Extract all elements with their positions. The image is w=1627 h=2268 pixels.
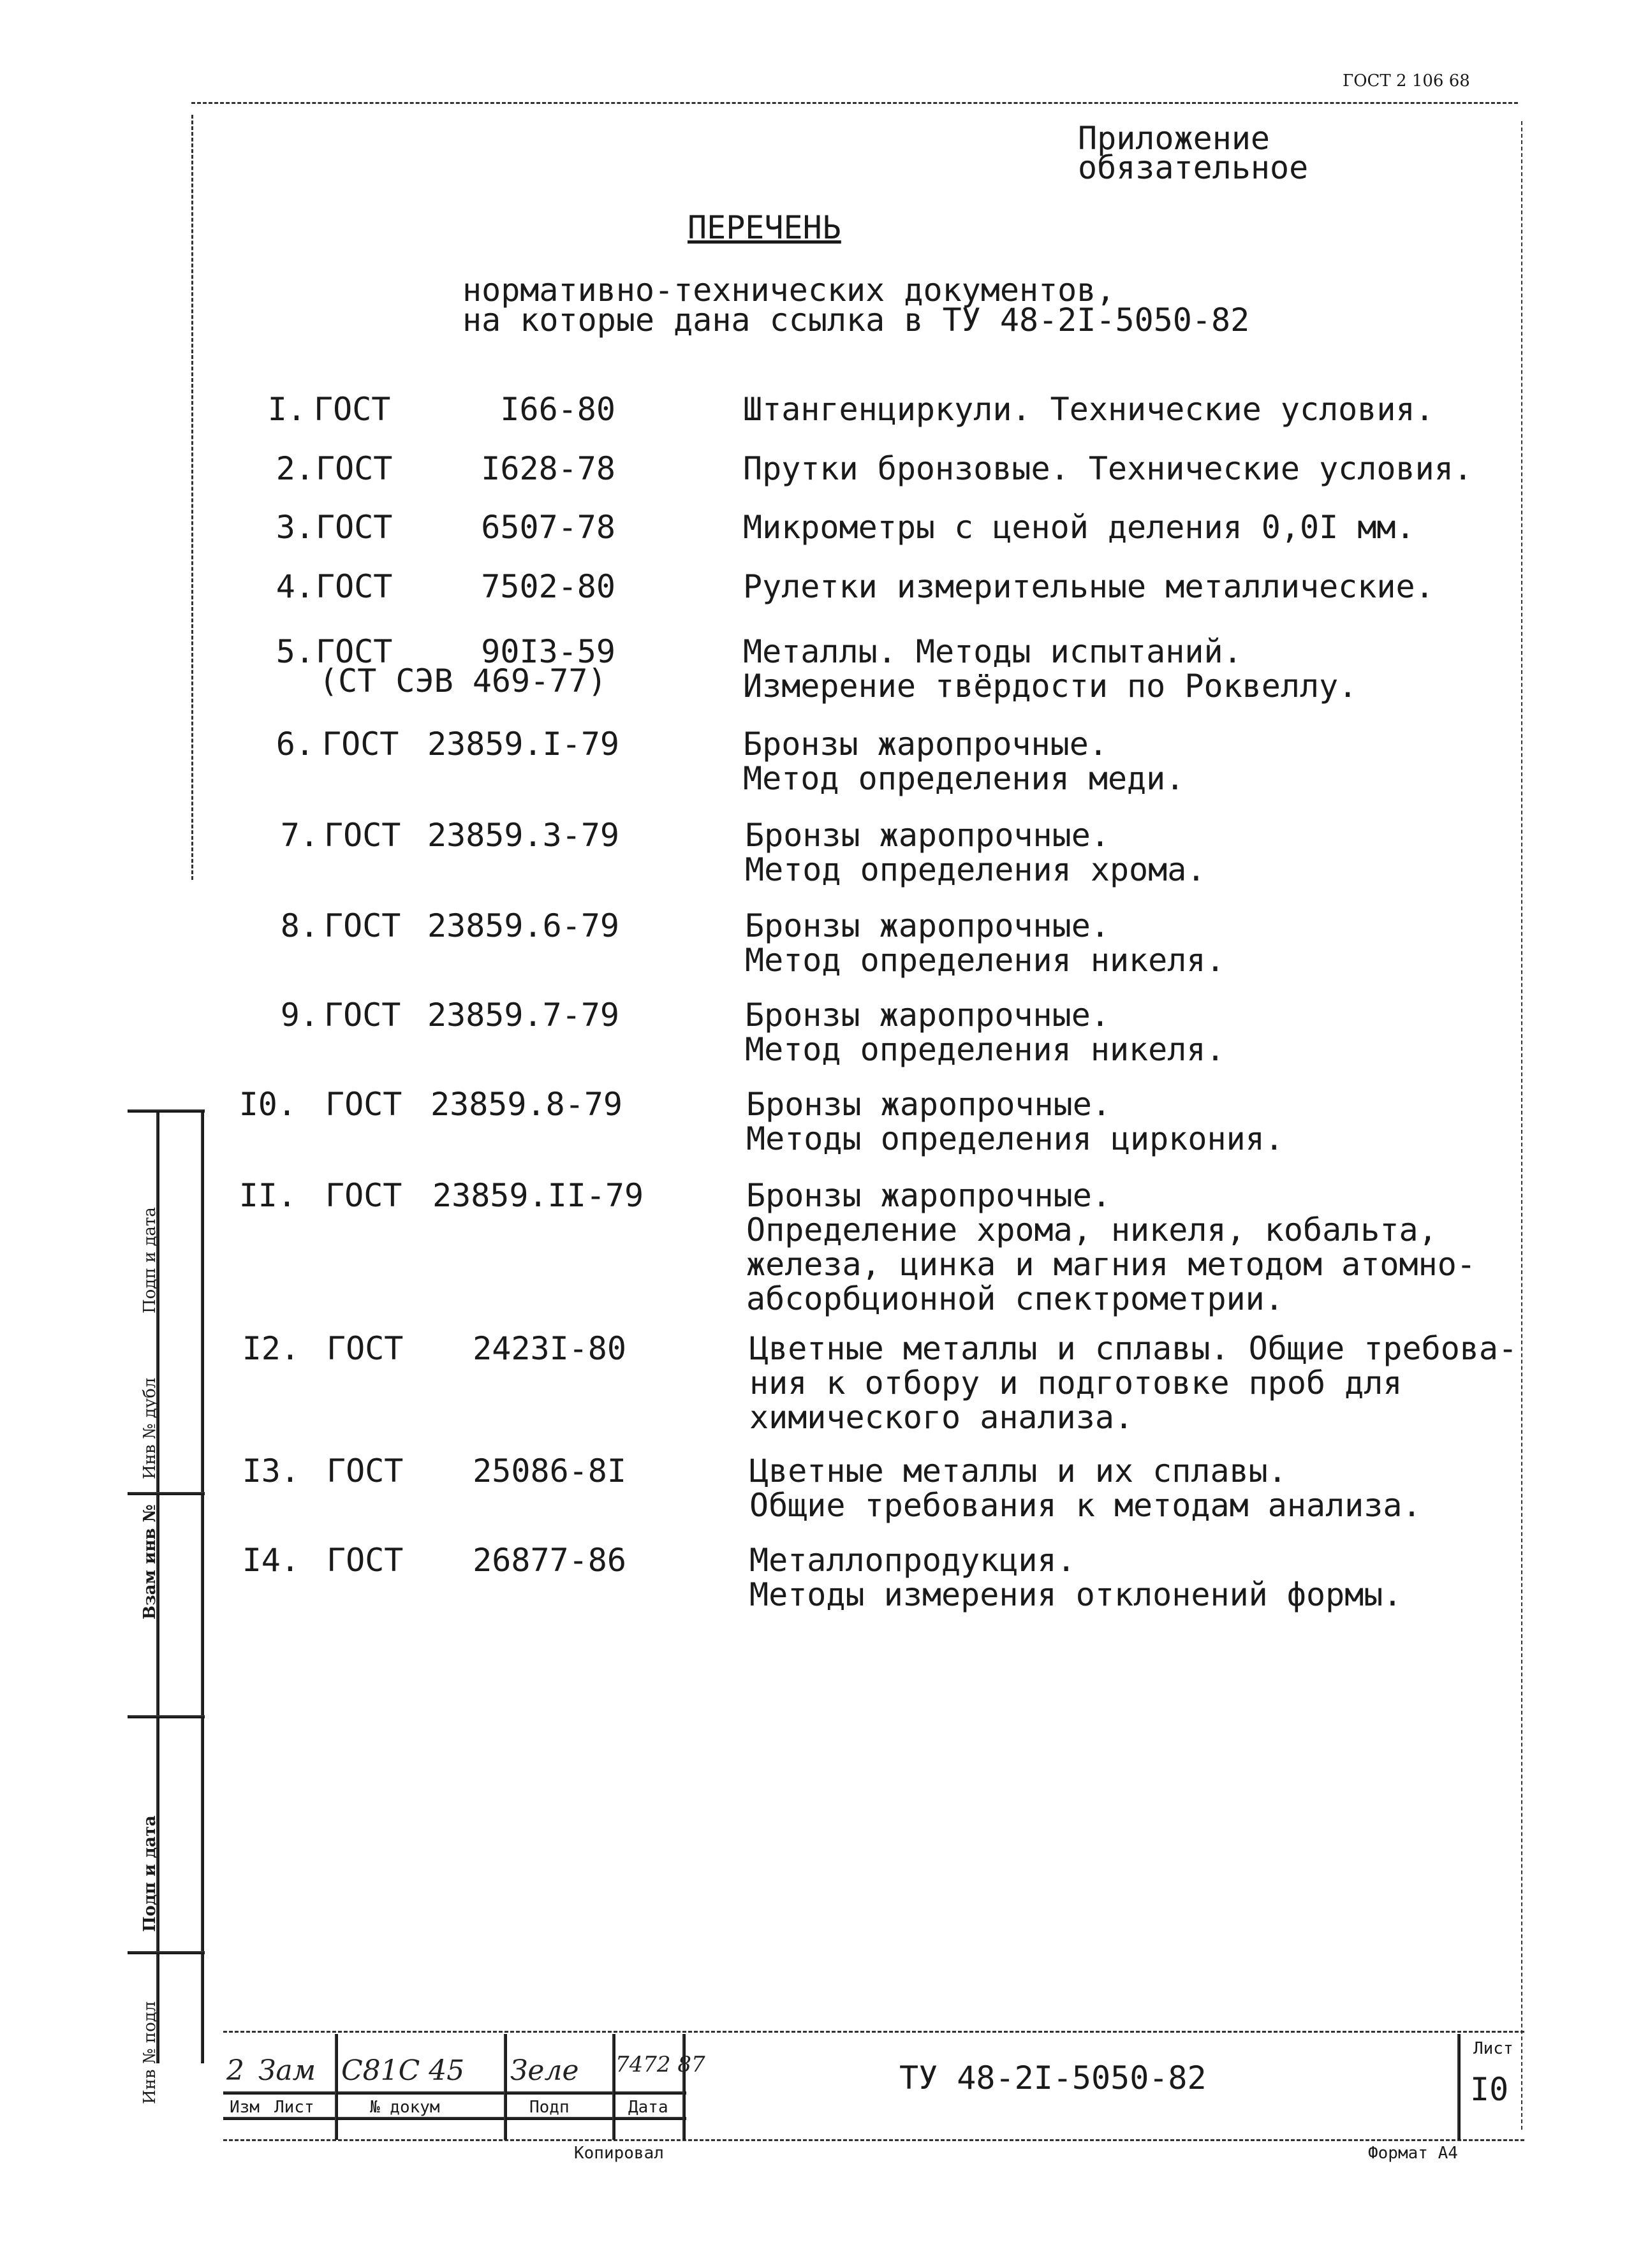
title-block-bottom-line <box>223 2139 1524 2141</box>
item-description: Бронзы жаропрочные. Метод определения никеля. <box>745 907 1225 979</box>
frame-left-line <box>191 115 193 880</box>
item-code: I628-78 <box>481 450 615 487</box>
side-stamp-line <box>128 1109 205 1113</box>
item-code-extra: (СТ СЭВ 469-77) <box>319 662 607 699</box>
item-code: 23859.II-79 <box>432 1177 644 1214</box>
handwritten-change-num: 2 <box>226 2054 244 2087</box>
corner-mark: ГОСТ 2 106 68 <box>1343 71 1470 91</box>
item-type: ГОСТ <box>327 1330 404 1367</box>
signature: Зеле <box>510 2054 579 2087</box>
col-label-date: Дата <box>628 2098 668 2117</box>
item-number: 2. <box>276 450 314 487</box>
handwritten-zam: Зам <box>258 2054 316 2087</box>
item-type: ГОСТ <box>324 997 401 1034</box>
item-code: I66-80 <box>500 391 615 428</box>
item-number: I0. <box>239 1086 297 1123</box>
item-code: 25086-8I <box>473 1452 626 1489</box>
title-block-row-line <box>223 2091 686 2095</box>
item-description: Рулетки измерительные металлические. <box>743 568 1434 605</box>
format-label: Формат А4 <box>1368 2144 1458 2163</box>
side-stamp-line <box>201 1109 204 2063</box>
title-block-col-line <box>682 2034 686 2140</box>
item-description: Штангенциркули. Технические условия. <box>743 391 1434 428</box>
item-type: ГОСТ <box>316 509 393 546</box>
item-description: Бронзы жаропрочные. Методы определения циркония. <box>746 1086 1284 1157</box>
item-number: II. <box>239 1177 297 1214</box>
side-stamp-line <box>128 1951 205 1954</box>
subtitle-line1: нормативно-технических документов, <box>462 272 1115 309</box>
side-stamp-line <box>128 1492 205 1495</box>
title-block-col-line <box>612 2034 615 2140</box>
side-field-sign-date-2: Подп и дата <box>140 1815 159 1932</box>
side-field-orig-inv: Инв № подл <box>140 2001 159 2104</box>
item-code: 23859.I-79 <box>427 726 620 763</box>
col-label-list: Лист <box>274 2098 314 2117</box>
item-type: ГОСТ <box>316 568 393 605</box>
handwritten-doc-num: С81С 45 <box>341 2054 465 2087</box>
side-stamp-line <box>128 1715 205 1718</box>
item-description: Бронзы жаропрочные. Определение хрома, никеля, кобальта, железа, цинка и магния методом атомно- абсорбционной спектрометрии. <box>746 1177 1476 1317</box>
col-label-docnum: № докум <box>370 2098 440 2117</box>
title-block-top-line <box>223 2031 1524 2033</box>
col-label-sign: Подп <box>529 2098 570 2117</box>
handwritten-date: 7472 87 <box>615 2052 705 2077</box>
item-code: 26877-86 <box>473 1542 626 1579</box>
item-description: Металлы. Методы испытаний. Измерение твёрдости по Роквеллу. <box>743 633 1358 705</box>
item-type: ГОСТ <box>324 907 401 944</box>
appendix-line2: обязательное <box>1078 149 1309 186</box>
item-code: 23859.3-79 <box>427 817 620 854</box>
item-type: ГОСТ <box>316 633 393 670</box>
side-field-dup-inv: Инв № дубл <box>140 1377 159 1479</box>
item-code: 6507-78 <box>481 509 615 546</box>
item-number: 4. <box>276 568 314 605</box>
item-description: Микрометры с ценой деления 0,0I мм. <box>743 509 1415 546</box>
col-label-izm: Изм <box>230 2098 260 2117</box>
item-type: ГОСТ <box>325 1177 402 1214</box>
item-number: I. <box>267 391 306 428</box>
item-description: Металлопродукция. Методы измерения отклонений формы. <box>749 1542 1402 1613</box>
title-block-col-line <box>504 2034 507 2140</box>
item-type: ГОСТ <box>316 450 393 487</box>
item-code: 2423I-80 <box>473 1330 626 1367</box>
frame-top-line <box>191 102 1518 104</box>
item-number: 9. <box>280 997 319 1034</box>
item-number: 8. <box>280 907 319 944</box>
page-title: ПЕРЕЧЕНЬ <box>688 209 841 246</box>
side-field-replace-inv: Взам инв № <box>140 1504 159 1620</box>
appendix-line1: Приложение <box>1078 120 1270 157</box>
item-number: 7. <box>280 817 319 854</box>
item-number: I2. <box>242 1330 300 1367</box>
item-description: Бронзы жаропрочные. Метод определения меди. <box>743 726 1185 797</box>
copied-label: Копировал <box>574 2144 664 2163</box>
item-type: ГОСТ <box>324 817 401 854</box>
item-description: Прутки бронзовые. Технические условия. <box>743 450 1473 487</box>
document-code: ТУ 48-2I-5050-82 <box>899 2059 1207 2096</box>
item-number: 3. <box>276 509 314 546</box>
sheet-label: Лист <box>1473 2039 1513 2058</box>
item-type: ГОСТ <box>325 1086 402 1123</box>
frame-right-line <box>1521 121 1522 2130</box>
item-type: ГОСТ <box>327 1452 404 1489</box>
title-block-col-line <box>1457 2034 1461 2140</box>
item-type: ГОСТ <box>327 1542 404 1579</box>
item-code: 23859.6-79 <box>427 907 620 944</box>
item-code: 23859.7-79 <box>427 997 620 1034</box>
subtitle-line2: на которые дана ссылка в ТУ 48-2I-5050-82 <box>462 302 1250 339</box>
item-code: 7502-80 <box>481 568 615 605</box>
title-block-col-line <box>335 2034 338 2140</box>
item-type: ГОСТ <box>314 391 391 428</box>
item-number: 5. <box>276 633 314 670</box>
item-number: I4. <box>242 1542 300 1579</box>
item-description: Бронзы жаропрочные. Метод определения никеля. <box>745 997 1225 1068</box>
item-number: 6. <box>276 726 314 763</box>
item-number: I3. <box>242 1452 300 1489</box>
item-description: Бронзы жаропрочные. Метод определения хрома. <box>745 817 1206 888</box>
item-type: ГОСТ <box>322 726 399 763</box>
title-block-row-line <box>223 2117 686 2120</box>
item-code: 23859.8-79 <box>431 1086 623 1123</box>
item-description: Цветные металлы и их сплавы. Общие требования к методам анализа. <box>749 1452 1422 1524</box>
sheet-number: I0 <box>1470 2071 1509 2108</box>
item-code: 90I3-59 <box>481 633 615 670</box>
side-field-sign-date: Подп и дата <box>140 1207 159 1313</box>
item-description: Цветные металлы и сплавы. Общие требова- ния к отбору и подготовке проб для химического анализа. <box>749 1330 1518 1436</box>
